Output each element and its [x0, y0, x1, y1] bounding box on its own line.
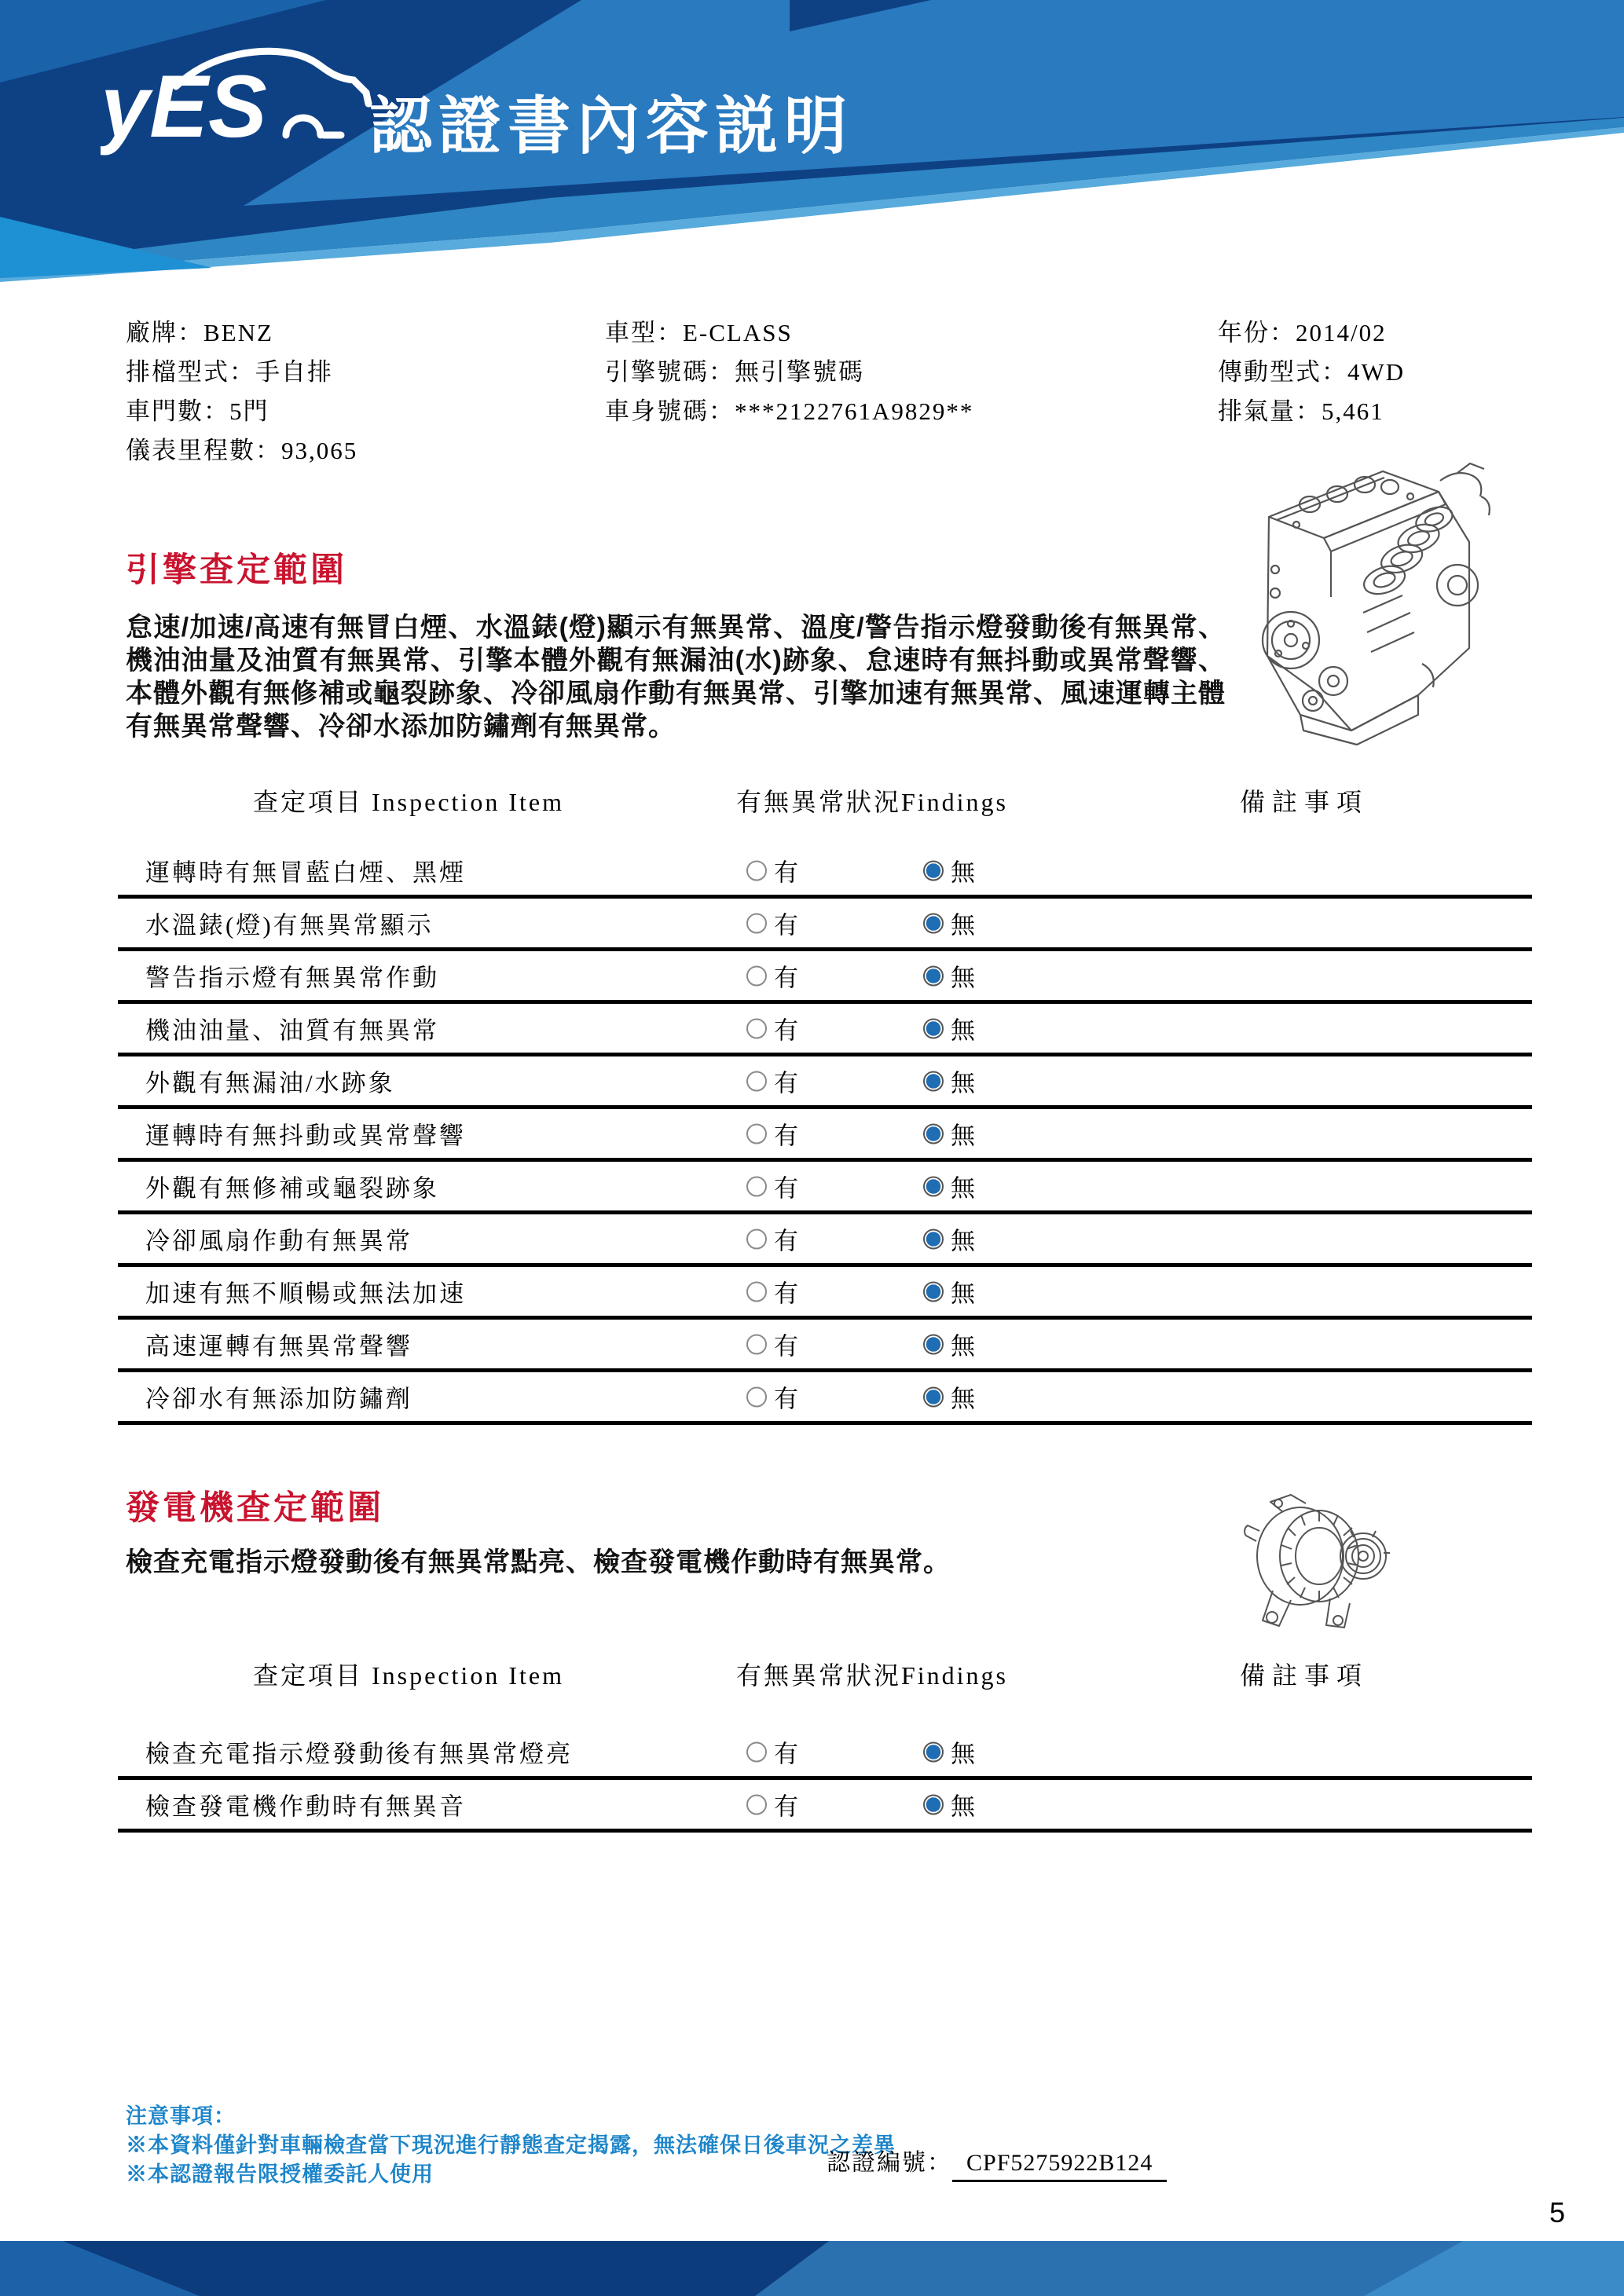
radio-yes[interactable] [746, 1741, 767, 1762]
radio-yes-label: 有 [774, 1740, 798, 1768]
certificate-label: 認證編號： [827, 2150, 952, 2176]
inspection-item-label: 水溫錶(燈)有無異常顯示 [145, 911, 434, 939]
finding-option-yes [746, 958, 798, 994]
radio-no-selected[interactable] [923, 913, 944, 933]
inspection-item-label: 運轉時有無抖動或異常聲響 [145, 1122, 466, 1150]
field-value: E-CLASS [683, 319, 793, 346]
radio-no-label: 無 [951, 1227, 975, 1255]
inspection-item-label: 高速運轉有無異常聲響 [145, 1332, 412, 1360]
inspection-item-label: 警告指示燈有無異常作動 [145, 964, 439, 992]
inspection-item-label: 運轉時有無冒藍白煙、黑煙 [145, 859, 466, 887]
field-value: 93,065 [281, 437, 358, 464]
generator-table-header [118, 1656, 1532, 1695]
field-value: 無引擎號碼 [735, 358, 864, 386]
radio-yes[interactable] [746, 1281, 767, 1302]
field-value: 2014/02 [1296, 319, 1387, 346]
radio-yes-label: 有 [774, 964, 798, 992]
field-label: 車身號碼： [605, 397, 735, 425]
column-header-findings: 有無異常狀況Findings [735, 788, 1009, 816]
radio-no-selected[interactable] [923, 1071, 944, 1091]
column-header-item: 查定項目 Inspection Item [253, 788, 564, 816]
finding-option-no [923, 853, 975, 888]
radio-no-label: 無 [951, 1016, 975, 1045]
vehicle-info-field [126, 430, 357, 470]
engine-inspection-table [118, 846, 1532, 1425]
finding-option-no [923, 1064, 975, 1099]
radio-no-label: 無 [951, 1385, 975, 1413]
inspection-row [118, 1372, 1532, 1425]
radio-no-label: 無 [951, 1792, 975, 1821]
field-label: 排氣量： [1218, 397, 1322, 425]
field-label: 車門數： [126, 397, 229, 425]
note-line: ※本資料僅針對車輛檢查當下現況進行靜態查定揭露，無法確保日後車況之差異 [126, 2133, 896, 2157]
finding-option-yes [746, 1169, 798, 1204]
finding-option-no [923, 1734, 975, 1770]
radio-yes-label: 有 [774, 1174, 798, 1203]
field-label: 引擎號碼： [605, 358, 735, 386]
column-header-remarks: 備註事項 [1239, 1661, 1369, 1690]
radio-yes-label: 有 [774, 1792, 798, 1821]
radio-yes-label: 有 [774, 1227, 798, 1255]
field-label: 車型： [605, 319, 683, 346]
vehicle-info-field [126, 391, 357, 430]
finding-option-yes [746, 1011, 798, 1046]
radio-no-selected[interactable] [923, 860, 944, 881]
field-label: 廠牌： [126, 319, 203, 346]
note-line: ※本認證報告限授權委託人使用 [126, 2162, 434, 2186]
vehicle-info-field [126, 313, 357, 352]
radio-no-selected[interactable] [923, 965, 944, 986]
radio-yes-label: 有 [774, 1122, 798, 1150]
field-label: 儀表里程數： [126, 437, 281, 464]
inspection-row [118, 1056, 1532, 1109]
field-value: 手自排 [255, 358, 333, 386]
inspection-item-label: 機油油量、油質有無異常 [145, 1016, 439, 1045]
page-number: 5 [1549, 2196, 1566, 2228]
generator-section-description: 檢查充電指示燈發動後有無異常點亮、檢查發電機作動時有無異常。 [126, 1547, 951, 1577]
field-value: 5門 [229, 397, 269, 425]
page-title: 認證書內容説明 [369, 91, 853, 161]
radio-yes[interactable] [746, 965, 767, 986]
logo-text: yES [101, 57, 267, 156]
field-label: 排檔型式： [126, 358, 255, 386]
finding-option-yes [746, 1221, 798, 1257]
column-header-findings: 有無異常狀況Findings [735, 1661, 1009, 1690]
finding-option-no [923, 1116, 975, 1152]
certificate-number: CPF5275922B124 [952, 2150, 1167, 2182]
field-label: 年份： [1218, 319, 1296, 346]
alternator-illustration [1237, 1487, 1395, 1640]
radio-no-selected[interactable] [923, 1386, 944, 1407]
finding-option-yes [746, 1734, 798, 1770]
vehicle-info-column-2 [605, 313, 973, 430]
radio-no-selected[interactable] [923, 1176, 944, 1196]
radio-yes[interactable] [746, 913, 767, 933]
field-label: 傳動型式： [1218, 358, 1347, 386]
finding-option-no [923, 958, 975, 994]
engine-table-header [118, 782, 1532, 822]
inspection-row [118, 1267, 1532, 1320]
inspection-item-label: 外觀有無漏油/水跡象 [145, 1069, 395, 1097]
field-value: ***2122761A9829** [735, 397, 974, 425]
vehicle-info-column-1 [126, 313, 357, 470]
vehicle-info-field [605, 352, 973, 391]
radio-yes[interactable] [746, 1018, 767, 1038]
yes-logo [101, 41, 376, 159]
radio-yes-label: 有 [774, 859, 798, 887]
finding-option-yes [746, 1327, 798, 1362]
finding-option-no [923, 1787, 975, 1822]
radio-yes[interactable] [746, 860, 767, 881]
footer-banner [0, 2241, 1624, 2296]
inspection-item-label: 外觀有無修補或龜裂跡象 [145, 1174, 439, 1203]
inspection-item-label: 檢查發電機作動時有無異音 [145, 1792, 466, 1821]
finding-option-no [923, 1221, 975, 1257]
engine-section-description: 怠速/加速/高速有無冒白煙、水溫錶(燈)顯示有無異常、溫度/警告指示燈發動後有無異常、機油油量及油質有無異常、引擎本體外觀有無漏油(水)跡象、怠速時有無抖動或異常聲響、本體外觀有無修補或龜裂跡象、冷卻風扇作動有無異常、引擎加速有無異常、風速運轉主體有無異常聲響、冷卻水添加防鏽劑有無異常。 [126, 613, 1226, 742]
radio-no-label: 無 [951, 1174, 975, 1203]
radio-yes[interactable] [746, 1071, 767, 1091]
engine-illustration [1222, 456, 1505, 746]
finding-option-yes [746, 1787, 798, 1822]
inspection-item-label: 檢查充電指示燈發動後有無異常燈亮 [145, 1740, 573, 1768]
radio-yes-label: 有 [774, 1385, 798, 1413]
finding-option-yes [746, 1274, 798, 1309]
inspection-row [118, 1109, 1532, 1162]
radio-no-label: 無 [951, 911, 975, 939]
inspection-row [118, 1214, 1532, 1267]
vehicle-info-field [1218, 352, 1405, 391]
inspection-item-label: 冷卻風扇作動有無異常 [145, 1227, 412, 1255]
inspection-row [118, 1780, 1532, 1833]
radio-yes[interactable] [746, 1123, 767, 1144]
radio-no-selected[interactable] [923, 1229, 944, 1249]
radio-no-selected[interactable] [923, 1741, 944, 1762]
radio-no-label: 無 [951, 1280, 975, 1308]
radio-no-label: 無 [951, 1332, 975, 1360]
generator-inspection-table [118, 1727, 1532, 1833]
inspection-row [118, 846, 1532, 899]
finding-option-yes [746, 1379, 798, 1415]
field-value: 5,461 [1322, 397, 1384, 425]
column-header-remarks: 備註事項 [1239, 788, 1369, 816]
vehicle-info-field [1218, 313, 1405, 352]
vehicle-info-field [126, 352, 357, 391]
radio-no-selected[interactable] [923, 1281, 944, 1302]
inspection-row [118, 899, 1532, 951]
finding-option-yes [746, 853, 798, 888]
radio-yes[interactable] [746, 1334, 767, 1354]
radio-no-selected[interactable] [923, 1334, 944, 1354]
finding-option-yes [746, 1116, 798, 1152]
radio-no-label: 無 [951, 859, 975, 887]
finding-option-no [923, 906, 975, 941]
radio-yes-label: 有 [774, 1332, 798, 1360]
radio-yes[interactable] [746, 1229, 767, 1249]
engine-section-title: 引擎查定範圍 [126, 551, 347, 589]
radio-yes-label: 有 [774, 1069, 798, 1097]
radio-no-label: 無 [951, 1069, 975, 1097]
radio-no-selected[interactable] [923, 1794, 944, 1814]
footer-notes [126, 2102, 896, 2189]
finding-option-no [923, 1327, 975, 1362]
inspection-item-label: 冷卻水有無添加防鏽劑 [145, 1385, 412, 1413]
inspection-row [118, 1727, 1532, 1780]
generator-section-title: 發電機查定範圍 [126, 1489, 384, 1527]
radio-yes-label: 有 [774, 1280, 798, 1308]
radio-yes[interactable] [746, 1176, 767, 1196]
inspection-row [118, 951, 1532, 1004]
finding-option-yes [746, 906, 798, 941]
finding-option-no [923, 1169, 975, 1204]
radio-no-label: 無 [951, 1122, 975, 1150]
radio-yes-label: 有 [774, 911, 798, 939]
vehicle-info-column-3 [1218, 313, 1405, 430]
inspection-row [118, 1162, 1532, 1214]
inspection-item-label: 加速有無不順暢或無法加速 [145, 1280, 466, 1308]
radio-yes[interactable] [746, 1794, 767, 1814]
field-value: BENZ [203, 319, 273, 346]
field-value: 4WD [1347, 358, 1406, 386]
finding-option-yes [746, 1064, 798, 1099]
radio-no-label: 無 [951, 1740, 975, 1768]
radio-no-selected[interactable] [923, 1123, 944, 1144]
finding-option-no [923, 1274, 975, 1309]
finding-option-no [923, 1379, 975, 1415]
radio-no-selected[interactable] [923, 1018, 944, 1038]
vehicle-info-field [605, 391, 973, 430]
column-header-item: 查定項目 Inspection Item [253, 1661, 564, 1690]
certificate-number-line [827, 2143, 1167, 2177]
vehicle-info-field [605, 313, 973, 352]
inspection-row [118, 1004, 1532, 1056]
radio-yes[interactable] [746, 1386, 767, 1407]
finding-option-no [923, 1011, 975, 1046]
inspection-row [118, 1320, 1532, 1372]
vehicle-info-field [1218, 391, 1405, 430]
radio-no-label: 無 [951, 964, 975, 992]
radio-yes-label: 有 [774, 1016, 798, 1045]
notes-heading: 注意事項： [126, 2104, 236, 2128]
